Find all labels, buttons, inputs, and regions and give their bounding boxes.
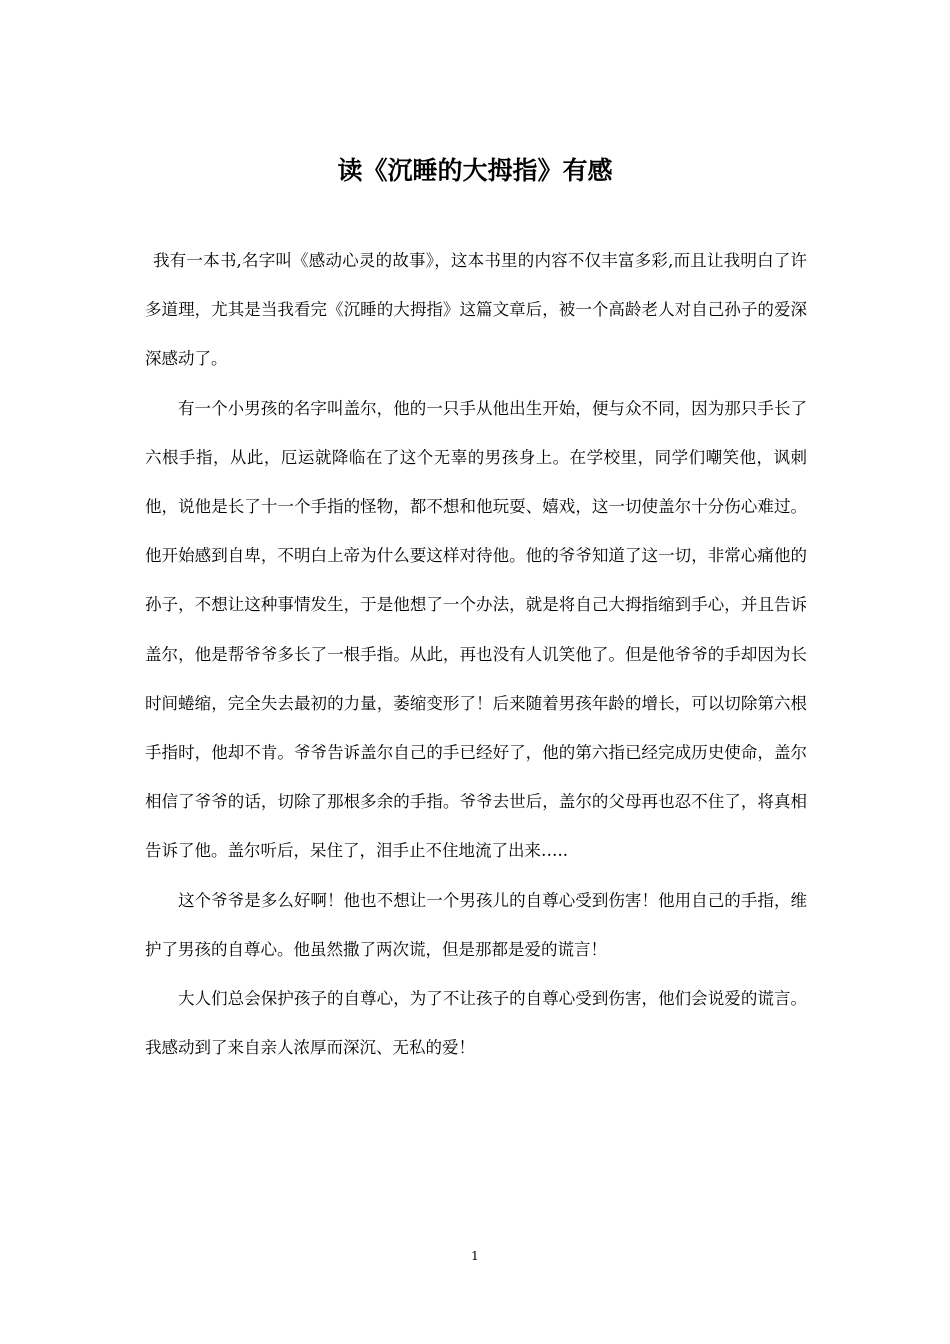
paragraph-1: 我有一本书,名字叫《感动心灵的故事》，这本书里的内容不仅丰富多彩,而且让我明白了许多道理，尤其是当我看完《沉睡的大拇指》这篇文章后，被一个高龄老人对自己孙子的爱深深感动了。 xyxy=(145,251,807,369)
paragraph-3: 这个爷爷是多么好啊！他也不想让一个男孩儿的自尊心受到伤害！他用自己的手指，维护了男孩的自尊心。他虽然撒了两次谎，但是那都是爱的谎言！ xyxy=(145,890,807,959)
paragraph-4: 大人们总会保护孩子的自尊心，为了不让孩子的自尊心受到伤害，他们会说爱的谎言。我感动到了来自亲人浓厚而深沉、无私的爱！ xyxy=(145,989,807,1058)
page-number: 1 xyxy=(471,1249,479,1263)
paragraph-2: 有一个小男孩的名字叫盖尔，他的一只手从他出生开始，便与众不同，因为那只手长了六根手指，从此，厄运就降临在了这个无辜的男孩身上。在学校里，同学们嘲笑他，讽刺他，说他是长了十一个手指的怪物，都不想和他玩耍、嬉戏，这一切使盖尔十分伤心难过。他开始感到自卑，不明白上帝为什么要这样对待他。他的爷爷知道了这一切，非常心痛他的孙子，不想让这种事情发生，于是他想了一个办法，就是将自己大拇指缩到手心，并且告诉盖尔，他是帮爷爷多长了一根手指。从此，再也没有人讥笑他了。但是他爷爷的手却因为长时间蜷缩，完全失去最初的力量，萎缩变形了！后来随着男孩年龄的增长，可以切除第六根手指时，他却不肯。爷爷告诉盖尔自己的手已经好了，他的第六指已经完成历史使命，盖尔相信了爷爷的话，切除了那根多余的手指。爷爷去世后，盖尔的父母再也忍不住了，将真相告诉了他。盖尔听后，呆住了，泪手止不住地流了出来….. xyxy=(145,398,807,861)
page-title: 读《沉睡的大拇指》有感 xyxy=(337,156,613,185)
document-body xyxy=(145,236,807,1072)
